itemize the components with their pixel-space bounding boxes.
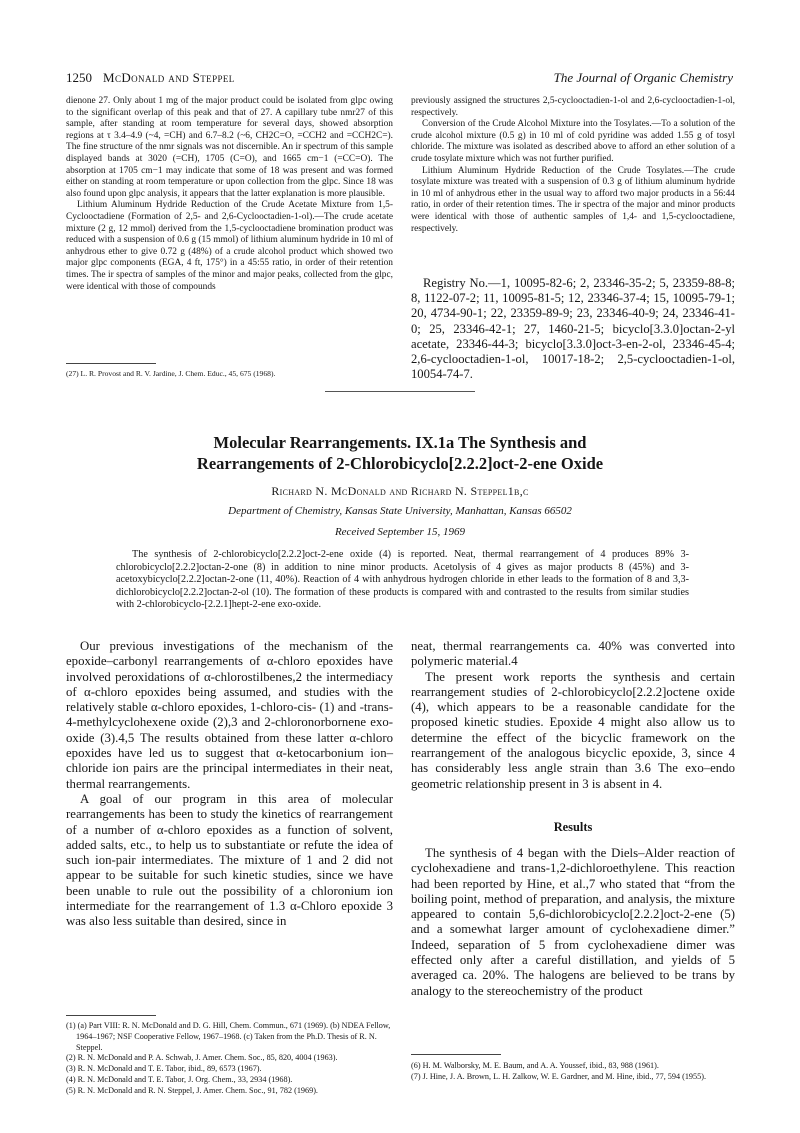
- department: Department of Chemistry, Kansas State University, Manhattan, Kansas 66502: [228, 505, 572, 517]
- prev-article-left-column: [66, 96, 393, 293]
- paragraph: previously assigned the structures 2,5-cyclooctadien-1-ol and 2,6-cyclooctadien-1-ol, respectively.: [411, 96, 735, 118]
- paragraph: The synthesis of 4 began with the Diels–Alder reaction of cyclohexadiene and trans-1,2-dichloroethylene. This reaction had been reported by Hine, et al.,7 who stated that “from the boiling point, method of preparation, and analysis, the mixture appeared to contain 5,6-dichlorobicyclo[2.2.2]oct-2-ene (5) and a somewhat larger amount of cyclohexadiene dimer.” Indeed, separation of 5 from cyclohexadiene dimer was effected only after a careful distillation, and yields of 5 averaged ca. 20%. The halogens are believed to be trans by analogy to the stereochemistry of the product: [411, 846, 735, 998]
- page-number: 1250: [66, 70, 92, 85]
- abstract: [116, 549, 689, 612]
- footnote: (7) J. Hine, J. A. Brown, L. H. Zalkow, W. E. Gardner, and M. Hine, ibid., 77, 594 (1955).: [411, 1071, 706, 1081]
- footnote-rule: [66, 1015, 156, 1016]
- paragraph: Our previous investigations of the mechanism of the epoxide–carbonyl rearrangements of α-chloro epoxides have involved peroxidations of α-chlorostilbenes,2 the intermediacy of α-chloro epoxides being assumed, and studies with the relatively stable α-chloro epoxides, 1-chloro-cis- (1) and -trans-4-methylcyclohexene oxide (2),3 and 2-chloronorbornene exo-oxide (3).4,5 The results obtained from these latter α-chloro epoxides have led us to suggest that α-ketocarbonium ion–chloride ion pairs are the principal intermediates in their neat, thermal rearrangements.: [66, 639, 393, 791]
- registry-numbers: Registry No.—1, 10095-82-6; 2, 23346-35-2; 5, 23359-88-8; 8, 1122-07-2; 11, 10095-81-5; 12, 23346-37-4; 15, 10095-79-1; 20, 4734-90-1; 22, 23359-89-9; 23, 23346-40-9; 24, 23346-41-0; 25, 23346-42-1; 27, 1460-21-5; bicyclo[3.3.0]octan-2-yl acetate, 23346-44-3; bicyclo[3.3.0]oct-3-en-2-ol, 23346-45-4; 2,6-cyclooctadien-1-ol, 10017-18-2; 2,5-cyclooctadien-1-ol, 10054-74-7.: [411, 276, 735, 382]
- paragraph: neat, thermal rearrangements ca. 40% was converted into polymeric material.4: [411, 639, 735, 669]
- body-left-column: [66, 639, 393, 930]
- footnotes-right: [411, 1061, 735, 1083]
- running-head-authors: McDonald and Steppel: [103, 70, 235, 85]
- body-right-column: [411, 639, 735, 792]
- results-section: [411, 846, 735, 999]
- article-separator: [325, 391, 475, 392]
- article-authors: Richard N. McDonald and Richard N. Steppel1b,c: [271, 484, 529, 498]
- footnotes-left: [66, 1021, 393, 1097]
- footnote: (1) (a) Part VIII: R. N. McDonald and D. G. Hill, Chem. Commun., 671 (1969). (b) NDEA Fellow, 1964–1967; NSF Cooperative Fellow, 1967–1968. (c) Taken from the Ph.D. Thesis of R. N. Steppel.: [66, 1021, 391, 1052]
- paragraph: Conversion of the Crude Alcohol Mixture into the Tosylates.—To a solution of the crude alcohol mixture (0.5 g) in 10 ml of cold pyridine was added 1.55 g of tosyl chloride. The mixture was isolated as described above to afford an ether solution of a crude tosylate mixture which was not further purified.: [411, 119, 735, 164]
- paragraph: Lithium Aluminum Hydride Reduction of the Crude Tosylates.—The crude tosylate mixture was treated with a suspension of 0.3 g of lithium aluminum hydride in 10 ml of anhydrous ether in the usual way to afford two major products in a 56:44 ratio, in order of their retention times. The ir spectra of the major and minor products were identical with those of authentic samples of 1,4- and 1,5-cyclooctadiene, respectively.: [411, 165, 735, 234]
- prev-article-right-column: [411, 96, 735, 235]
- footnote: (27) L. R. Provost and R. V. Jardine, J. Chem. Educ., 45, 675 (1968).: [66, 369, 276, 378]
- footnote-rule: [66, 363, 156, 364]
- paragraph: A goal of our program in this area of molecular rearrangements has been to study the kinetics of rearrangement of a number of α-chloro epoxides as a function of solvent, added salts, etc., to help us to substantiate or refute the idea of such ion-pair intermediates. The mixture of 1 and 2 did not appear to be suitable for such kinetic studies, since we have been unable to rule out the possibility of a chloronium ion intermediate for the rearrangement of 1.3 α-Chloro epoxide 3 was also less suitable than desired, since in: [66, 791, 393, 929]
- paragraph: dienone 27. Only about 1 mg of the major product could be isolated from glpc owing to the significant overlap of this peak and that of 27. A capillary tube nmr27 of this sample, after standing at room temperature for several days, showed absorption regions at τ 3.4–4.9 (~4, =CH) and 6.7–8.2 (~6, CH2C=O, =CCH2 and =CCH2C=). The fine structure of the nmr signals was not discernible. An ir spectrum of this sample displayed bands at 3020 (=CH), 1705 (C=O), and 1665 cm−1 (=CC=O). The absorption at 1705 cm−1 may indicate that some of 18 was present and was formed either on standing at room temperature or upon collection from the glpc. Since 18 was also found upon glpc analysis, it appears that the latter explanation is more plausible.: [66, 96, 393, 199]
- article-title: [60, 432, 740, 474]
- paragraph: The present work reports the synthesis and certain rearrangement studies of 2-chlorobicyclo[2.2.2]octene oxide (4), which appears to be a reasonable candidate for the proposed kinetic studies. Epoxide 4 might also allow us to determine the effect of the bicyclic framework on the rearrangement of the analogous bicyclic epoxide, 3, since 4 has considerably less angle strain than 3.6 The exo–endo geometric relationship present in 3 is absent in 4.: [411, 669, 735, 791]
- abstract-text: The synthesis of 2-chlorobicyclo[2.2.2]oct-2-ene oxide (4) is reported. Neat, thermal rearrangement of 4 produces 89% 3-chlorobicyclo[2.2.2]octan-2-one (8) in addition to nine minor products. Acetolysis of 4 gives as major products 8 (45%) and 3-acetoxybicyclo[2.2.2]octan-2-one (11, 40%). Reaction of 4 with anhydrous hydrogen chloride in ether leads to the formation of 8 and 3,3-dichlorobicyclo[2.2.2]octan-2-ol (10). The formation of these products is compared with and contrasted to the results from similar studies with 2-chlorobicyclo-[2.2.1]hept-2-ene exo-oxide.: [116, 549, 689, 611]
- results-heading: Results: [553, 820, 593, 834]
- received-date: Received September 15, 1969: [334, 526, 466, 538]
- footnote: (5) R. N. McDonald and R. N. Steppel, J. Amer. Chem. Soc., 91, 782 (1969).: [66, 1085, 318, 1095]
- title-line: Rearrangements of 2-Chlorobicyclo[2.2.2]oct-2-ene Oxide: [196, 454, 604, 473]
- paragraph: Lithium Aluminum Hydride Reduction of the Crude Acetate Mixture from 1,5-Cyclooctadiene (Formation of 2,5- and 2,6-Cyclooctadien-1-ol).—The crude acetate mixture (2 g, 12 mmol) derived from the 1,5-cyclooctadiene bromination product was reduced with a suspension of 0.6 g (15 mmol) of lithium aluminum hydride in 10 ml of anhydrous ether to give 0.72 g (48%) of a crude alcohol product which showed two major glpc components (EGA, 4 ft, 175°) in a 45:55 ratio, in order of their retention times. The ir spectra of samples of the minor and major peaks, collected from the glpc, were identical with those of compounds: [66, 200, 393, 292]
- prev-article-footnote: [66, 369, 393, 379]
- journal-name: The Journal of Organic Chemistry: [553, 70, 733, 85]
- footnote: (4) R. N. McDonald and T. E. Tabor, J. Org. Chem., 33, 2934 (1968).: [66, 1074, 293, 1084]
- footnote: (3) R. N. McDonald and T. E. Tabor, ibid., 89, 6573 (1967).: [66, 1064, 262, 1074]
- footnote-rule: [411, 1054, 501, 1055]
- footnote: (2) R. N. McDonald and P. A. Schwab, J. Amer. Chem. Soc., 85, 820, 4004 (1963).: [66, 1053, 338, 1063]
- footnote: (6) H. M. Walborsky, M. E. Baum, and A. A. Youssef, ibid., 83, 988 (1961).: [411, 1061, 659, 1070]
- title-line: Molecular Rearrangements. IX.1a The Synthesis and: [213, 433, 587, 452]
